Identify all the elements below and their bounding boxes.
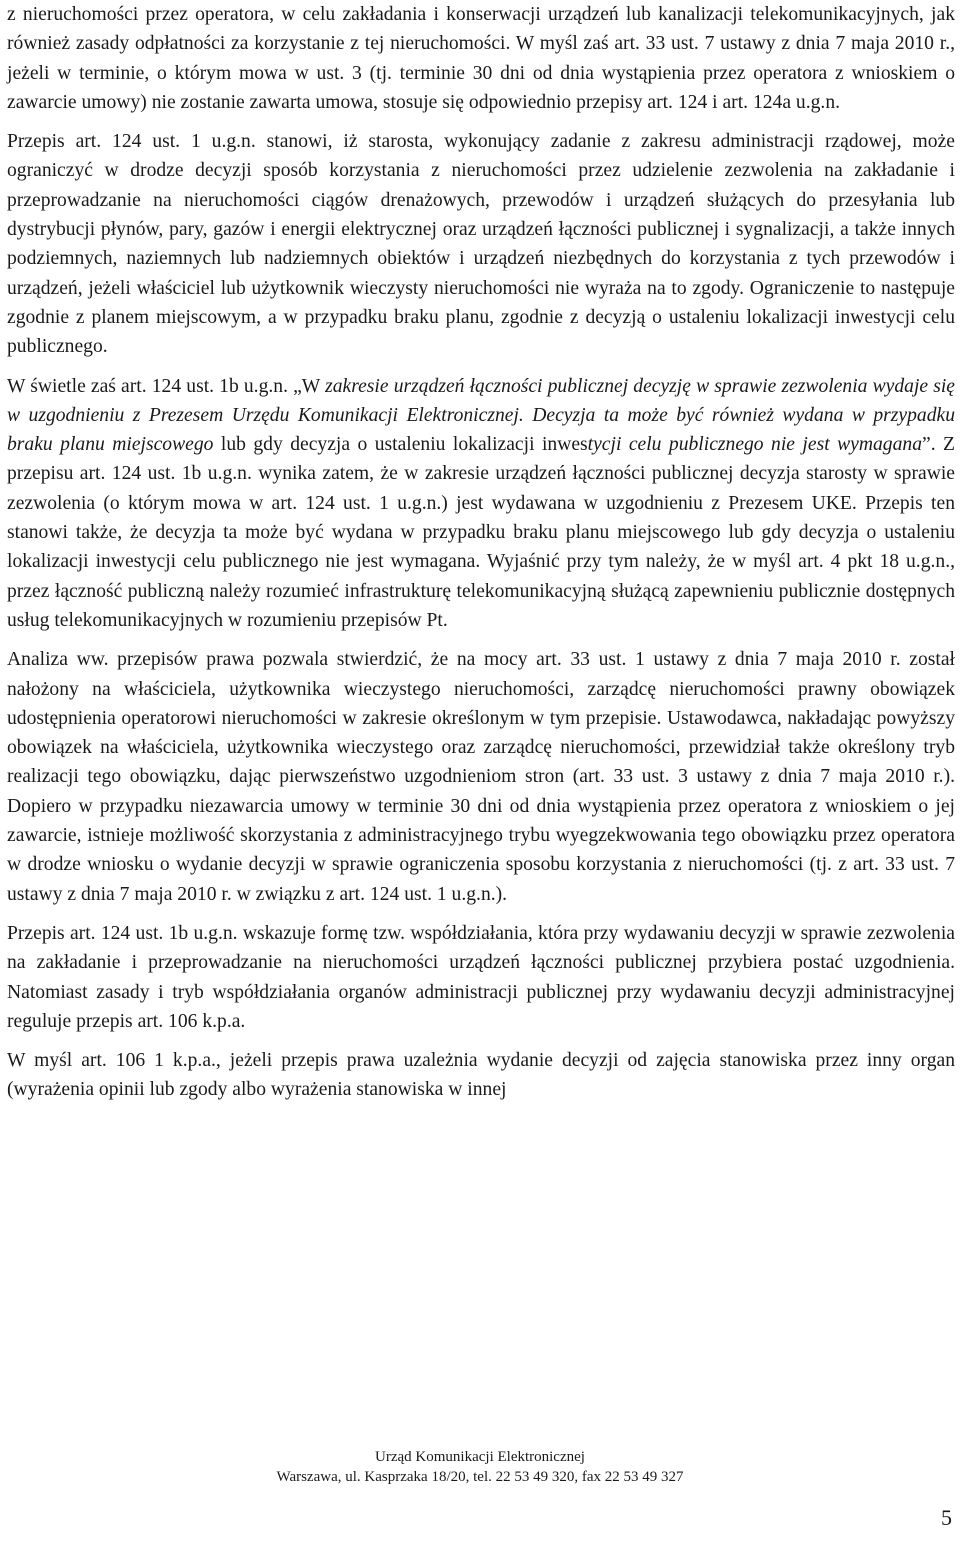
footer-institution: Urząd Komunikacji Elektronicznej	[375, 1449, 585, 1465]
paragraph-2	[7, 127, 955, 361]
paragraph-4-text: Analiza ww. przepisów prawa pozwala stwierdzić, że na mocy art. 33 ust. 1 ustawy z dnia 7 maja 2010 r. został nałożony na właściciela, użytkownika wieczystego nieruchomości, zarządcę nieruchomości prawny obowiązek udostępnienia operatorowi nieruchomości w zakresie określonym w tym przepisie. Ustawodawca, nakładając powyższy obowiązek na właściciela, użytkownika wieczystego oraz zarządcę nieruchomości, przewidział także określony tryb realizacji tego obowiązku, dając pierwszeństwo uzgodnieniom stron (art. 33 ust. 3 ustawy z dnia 7 maja 2010 r.). Dopiero w przypadku niezawarcia umowy w terminie 30 dni od dnia wystąpienia przez operatora z wnioskiem o jej zawarcie, istnieje możliwość skorzystania z administracyjnego trybu wyegzekwowania tego obowiązku przez operatora w drodze wniosku o wydanie decyzji w sprawie ograniczenia sposobu korzystania z nieruchomości (tj. z art. 33 ust. 7 ustawy z dnia 7 maja 2010 r. w związku z art. 124 ust. 1 u.g.n.).	[7, 649, 955, 905]
page-footer	[0, 1447, 960, 1487]
document-body	[7, 0, 955, 1115]
paragraph-1-text: z nieruchomości przez operatora, w celu zakładania i konserwacji urządzeń lub kanalizacji telekomunikacyjnych, jak również zasady odpłatności za korzystanie z tej nieruchomości. W myśl zaś art. 33 ust. 7 ustawy z dnia 7 maja 2010 r., jeżeli w terminie, o którym mowa w ust. 3 (tj. terminie 30 dni od dnia wystąpienia przez operatora z wnioskiem o zawarcie umowy) nie zostanie zawarta umowa, stosuje się odpowiednio przepisy art. 124 i art. 124a u.g.n.	[7, 4, 955, 113]
paragraph-2-text: Przepis art. 124 ust. 1 u.g.n. stanowi, iż starosta, wykonujący zadanie z zakresu administracji rządowej, może ograniczyć w drodze decyzji sposób korzystania z nieruchomości przez udzielenie zezwolenia na zakładanie i przeprowadzanie na nieruchomości ciągów drenażowych, przewodów i urządzeń służących do przesyłania lub dystrybucji płynów, pary, gazów i energii elektrycznej oraz urządzeń łączności publicznej i sygnalizacji, a także innych podziemnych, naziemnych lub nadziemnych obiektów i urządzeń niezbędnych do korzystania z tych przewodów i urządzeń, jeżeli właściciel lub użytkownik wieczysty nieruchomości nie wyraża na to zgody. Ograniczenie to następuje zgodnie z planem miejscowym, a w przypadku braku planu, zgodnie z decyzją o ustaleniu lokalizacji inwestycji celu publicznego.	[7, 131, 955, 358]
paragraph-5	[7, 919, 955, 1036]
paragraph-3-text-a: W świetle zaś art. 124 ust. 1b u.g.n. „W	[7, 375, 326, 397]
paragraph-3	[7, 372, 955, 636]
paragraph-4	[7, 645, 955, 909]
paragraph-3-quote-b: tycji celu publicznego nie jest wymagana	[587, 434, 922, 456]
page-number: 5	[941, 1505, 952, 1530]
footer-address: Warszawa, ul. Kasprzaka 18/20, tel. 22 53 49 320, fax 22 53 49 327	[276, 1469, 684, 1485]
paragraph-6	[7, 1046, 955, 1105]
paragraph-3-text-c: ”. Z przepisu art. 124 ust. 1b u.g.n. wynika zatem, że w zakresie urządzeń łączności publicznej decyzja starosty w sprawie zezwolenia (o którym mowa w art. 124 ust. 1 u.g.n.) jest wydawana w uzgodnieniu z Prezesem UKE. Przepis ten stanowi także, że decyzja ta może być wydana w przypadku braku planu miejscowego lub gdy decyzja o ustaleniu lokalizacji inwestycji celu publicznego nie jest wymagana. Wyjaśnić przy tym należy, że w myśl art. 4 pkt 18 u.g.n., przez łączność publiczną należy rozumieć infrastrukturę telekomunikacyjną służącą zapewnieniu publicznie dostępnych usług telekomunikacyjnych w rozumieniu przepisów Pt.	[7, 434, 956, 631]
paragraph-3-text-b: lub gdy decyzja o ustaleniu lokalizacji inwes	[213, 434, 588, 456]
paragraph-1	[7, 0, 955, 117]
paragraph-6-text: W myśl art. 106 1 k.p.a., jeżeli przepis prawa uzależnia wydanie decyzji od zajęcia stanowiska przez inny organ (wyrażenia opinii lub zgody albo wyrażenia stanowiska w innej	[7, 1050, 955, 1101]
paragraph-5-text: Przepis art. 124 ust. 1b u.g.n. wskazuje formę tzw. współdziałania, która przy wydawaniu decyzji w sprawie zezwolenia na zakładanie i przeprowadzanie na nieruchomości urządzeń łączności publicznej przybiera postać uzgodnienia. Natomiast zasady i tryb współdziałania organów administracji publicznej przy wydawaniu decyzji administracyjnej reguluje przepis art. 106 k.p.a.	[7, 922, 955, 1032]
paragraph-3-quote-a: zakresie urządzeń łączności publicznej decyzję w sprawie zezwolenia wydaje się w uzgodnieniu z Prezesem Urzędu Komunikacji Elektronicznej. Decyzja ta może być również wydana w przypadku braku planu miejscowego	[7, 375, 955, 456]
